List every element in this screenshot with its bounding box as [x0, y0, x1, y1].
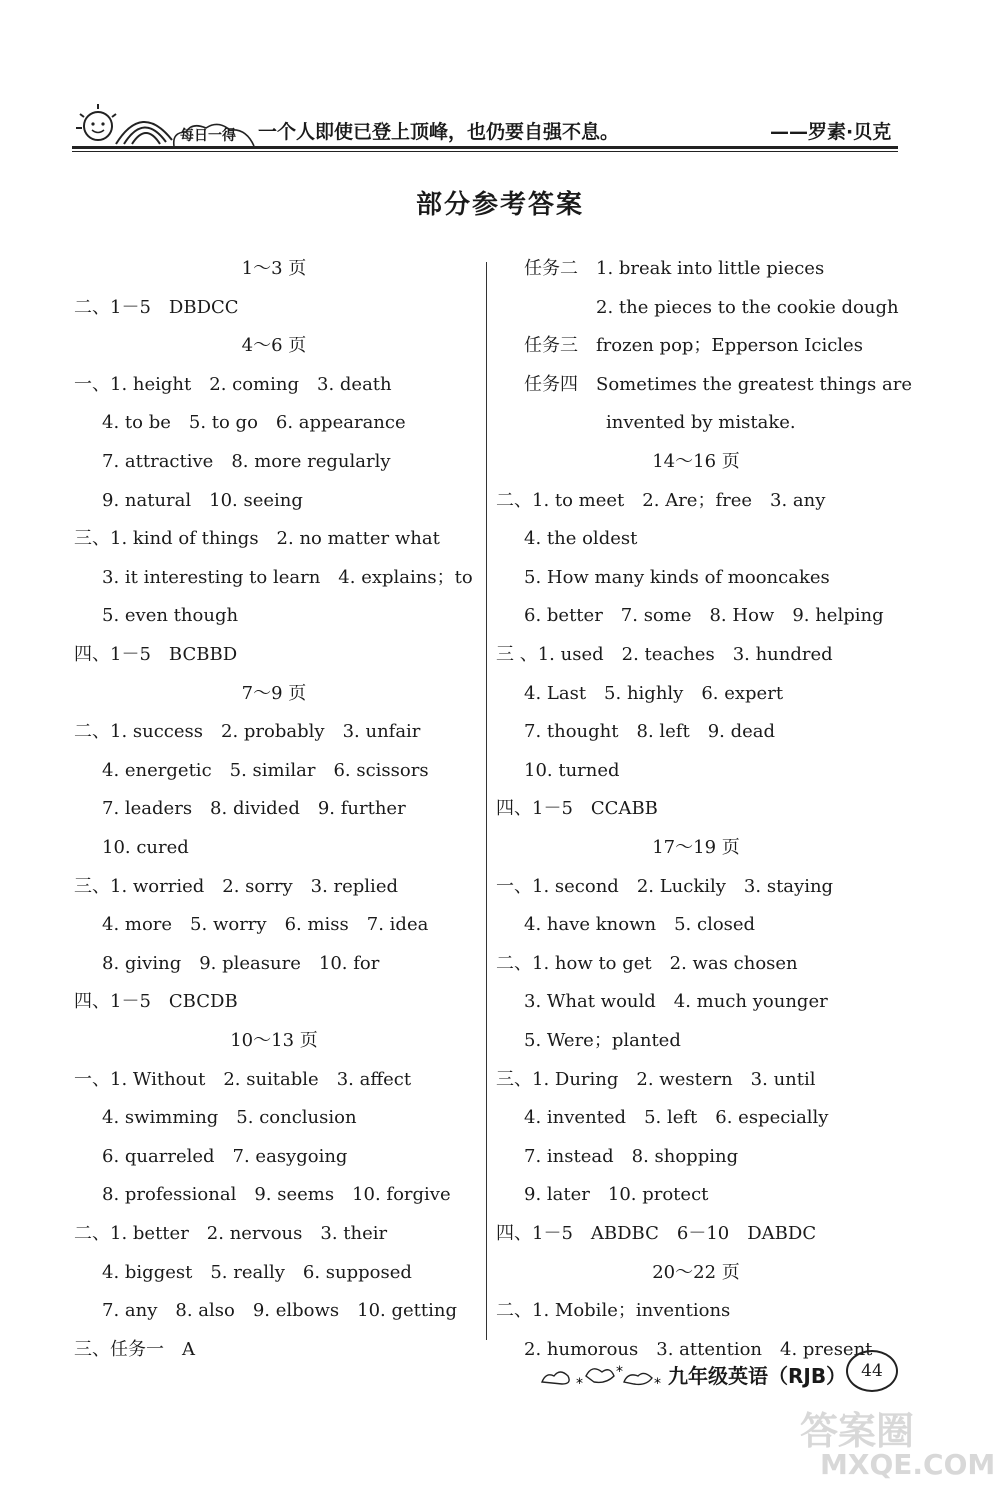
watermark-url: MXQE.COM — [820, 1448, 996, 1481]
answer-line: 10. turned — [524, 759, 620, 781]
answer-line: 9. natural 10. seeing — [102, 489, 303, 511]
header-motto: 一个人即使已登上顶峰，也仍要自强不息。 — [258, 121, 620, 143]
answer-line: 三 、1. used 2. teaches 3. hundred — [496, 644, 833, 665]
answer-line: 一、1. height 2. coming 3. death — [74, 373, 392, 395]
answer-line: 二、1. Mobile；inventions — [496, 1300, 731, 1322]
answer-line: 4. biggest 5. really 6. supposed — [102, 1261, 412, 1283]
answer-line: 10. cured — [102, 837, 189, 858]
answer-line: 4～6 页 — [241, 335, 307, 357]
answer-line: 四、1－5 CCABB — [496, 798, 658, 820]
answer-line: 二、1－5 DBDCC — [74, 296, 239, 318]
answer-line: 2. the pieces to the cookie dough — [596, 296, 899, 318]
answer-line: 7. instead 8. shopping — [524, 1145, 739, 1167]
answer-line: 7. thought 8. left 9. dead — [524, 721, 776, 743]
answer-line: 20～22 页 — [652, 1261, 740, 1283]
answer-line: 10～13 页 — [230, 1030, 318, 1051]
page-number: 44 — [846, 1350, 898, 1392]
answer-line: 三、1. kind of things 2. no matter what — [74, 528, 440, 550]
answer-line: 5. How many kinds of mooncakes — [524, 566, 830, 588]
answer-line: 三、1. During 2. western 3. until — [496, 1068, 816, 1090]
svg-text:*: * — [616, 1364, 623, 1380]
answer-line: 8. giving 9. pleasure 10. for — [102, 952, 380, 974]
footer-label: 九年级英语（RJB） — [668, 1364, 847, 1388]
answer-line: 9. later 10. protect — [524, 1184, 709, 1206]
answer-line: 6. better 7. some 8. How 9. helping — [524, 605, 884, 627]
answer-line: 7. attractive 8. more regularly — [102, 451, 391, 472]
answer-line: 三、任务一 A — [74, 1338, 195, 1360]
answer-line: 二、1. to meet 2. Are；free 3. any — [496, 489, 826, 511]
answer-line: 二、1. success 2. probably 3. unfair — [74, 721, 421, 743]
answer-line: 三、1. worried 2. sorry 3. replied — [74, 875, 398, 897]
answer-line: 6. quarreled 7. easygoing — [102, 1145, 348, 1167]
answer-line: 任务二 1. break into little pieces — [524, 258, 825, 279]
answer-line: 4. more 5. worry 6. miss 7. idea — [102, 914, 429, 936]
answer-line: 7. leaders 8. divided 9. further — [102, 798, 406, 820]
answer-line: 一、1. Without 2. suitable 3. affect — [74, 1068, 412, 1090]
answer-line: 3. it interesting to learn 4. explains；to — [102, 566, 473, 588]
answer-line: 四、1－5 ABDBC 6－10 DABDC — [496, 1223, 817, 1244]
answer-line: 14～16 页 — [652, 451, 740, 472]
sun-rainbow-icon — [72, 100, 182, 146]
answer-line: 一、1. second 2. Luckily 3. staying — [496, 875, 834, 897]
answer-line: 3. What would 4. much younger — [524, 991, 828, 1013]
answer-line: 4. invented 5. left 6. especially — [524, 1107, 829, 1129]
svg-text:*: * — [576, 1376, 583, 1390]
answer-line: 任务四 Sometimes the greatest things are — [524, 373, 912, 395]
answer-line: invented by mistake. — [606, 412, 796, 434]
page-title: 部分参考答案 — [415, 190, 584, 220]
answer-line: 1～3 页 — [241, 258, 307, 279]
header-rule-thin — [72, 151, 898, 152]
answer-line: 4. the oldest — [524, 528, 638, 550]
answer-line: 4. Last 5. highly 6. expert — [524, 682, 784, 704]
answer-line: 4. energetic 5. similar 6. scissors — [102, 759, 429, 781]
answer-line: 5. even though — [102, 605, 239, 627]
answer-line: 二、1. better 2. nervous 3. their — [74, 1223, 388, 1244]
answer-line: 17～19 页 — [652, 837, 740, 858]
answer-line: 5. Were；planted — [524, 1030, 681, 1051]
answer-line: 4. to be 5. to go 6. appearance — [102, 412, 406, 434]
answer-line: 8. professional 9. seems 10. forgive — [102, 1184, 451, 1206]
answer-line: 7. any 8. also 9. elbows 10. getting — [102, 1300, 458, 1322]
answer-line: 4. have known 5. closed — [524, 914, 756, 936]
answer-line: 4. swimming 5. conclusion — [102, 1107, 357, 1129]
svg-text:*: * — [654, 1376, 661, 1390]
answer-line: 二、1. how to get 2. was chosen — [496, 952, 798, 974]
answer-line: 任务三 frozen pop；Epperson Icicles — [524, 335, 863, 357]
header-author: ——罗素·贝克 — [770, 121, 892, 143]
header-badge: 每日一得 — [180, 128, 236, 144]
answer-line: 四、1－5 CBCDB — [74, 991, 238, 1013]
header-rule — [72, 146, 898, 149]
answer-line: 四、1－5 BCBBD — [74, 644, 238, 665]
answer-line: 7～9 页 — [241, 682, 307, 704]
answer-line: 2. humorous 3. attention 4. present — [524, 1338, 873, 1360]
cloud-decoration-icon — [540, 1362, 668, 1390]
column-divider — [486, 262, 487, 1340]
watermark-text: 答案圈 — [800, 1409, 915, 1453]
